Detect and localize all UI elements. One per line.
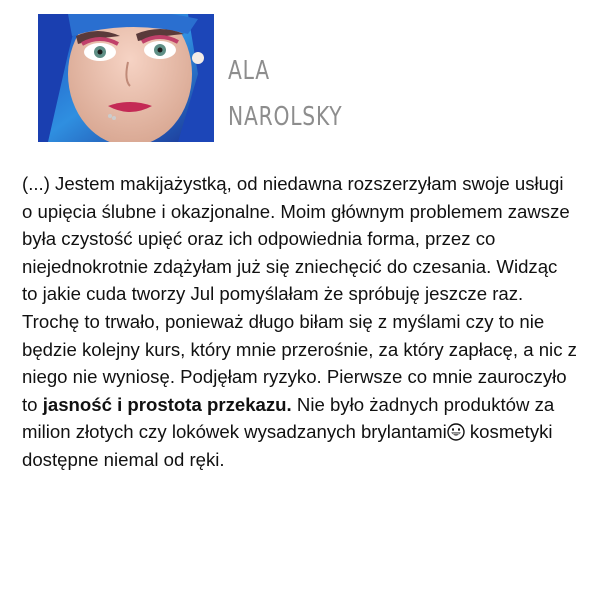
profile-photo xyxy=(38,14,214,142)
profile-first-name: ALA xyxy=(228,56,270,86)
testimonial-part-2: Nie było żadnych produktów za milion złotych czy lokówek wysadzanych brylantami xyxy=(22,393,555,443)
testimonial-text xyxy=(22,170,578,474)
grinning-face-icon xyxy=(447,423,465,441)
profile-last-name: NAROLSKY xyxy=(228,102,343,132)
testimonial-bold-phrase: jasność i prostota przekazu. xyxy=(42,393,292,415)
testimonial-part-3: kosmetyki dostępne niemal od ręki. xyxy=(22,421,553,470)
testimonial-part-1: (...) Jestem makijażystką, od niedawna rozszerzyłam swoje usługi o upięcia ślubne i okazjonalne. Moim głównym problemem zawsze była czystość upięć oraz ich odpowiednia forma, przez co niejednokrotnie zdążyłam już się zniechęcić do czesania. Widząc to jakie cuda tworzy Jul pomyślałam że spróbuję jeszcze raz. Trochę to trwało, ponieważ długo biłam się z myślami czy to nie będzie kolejny kurs, który mnie przerośnie, za który zapłacę, a nic z niego nie wyniosę. Podjęłam ryzyko. Pierwsze co mnie zauroczyło to xyxy=(22,173,577,415)
